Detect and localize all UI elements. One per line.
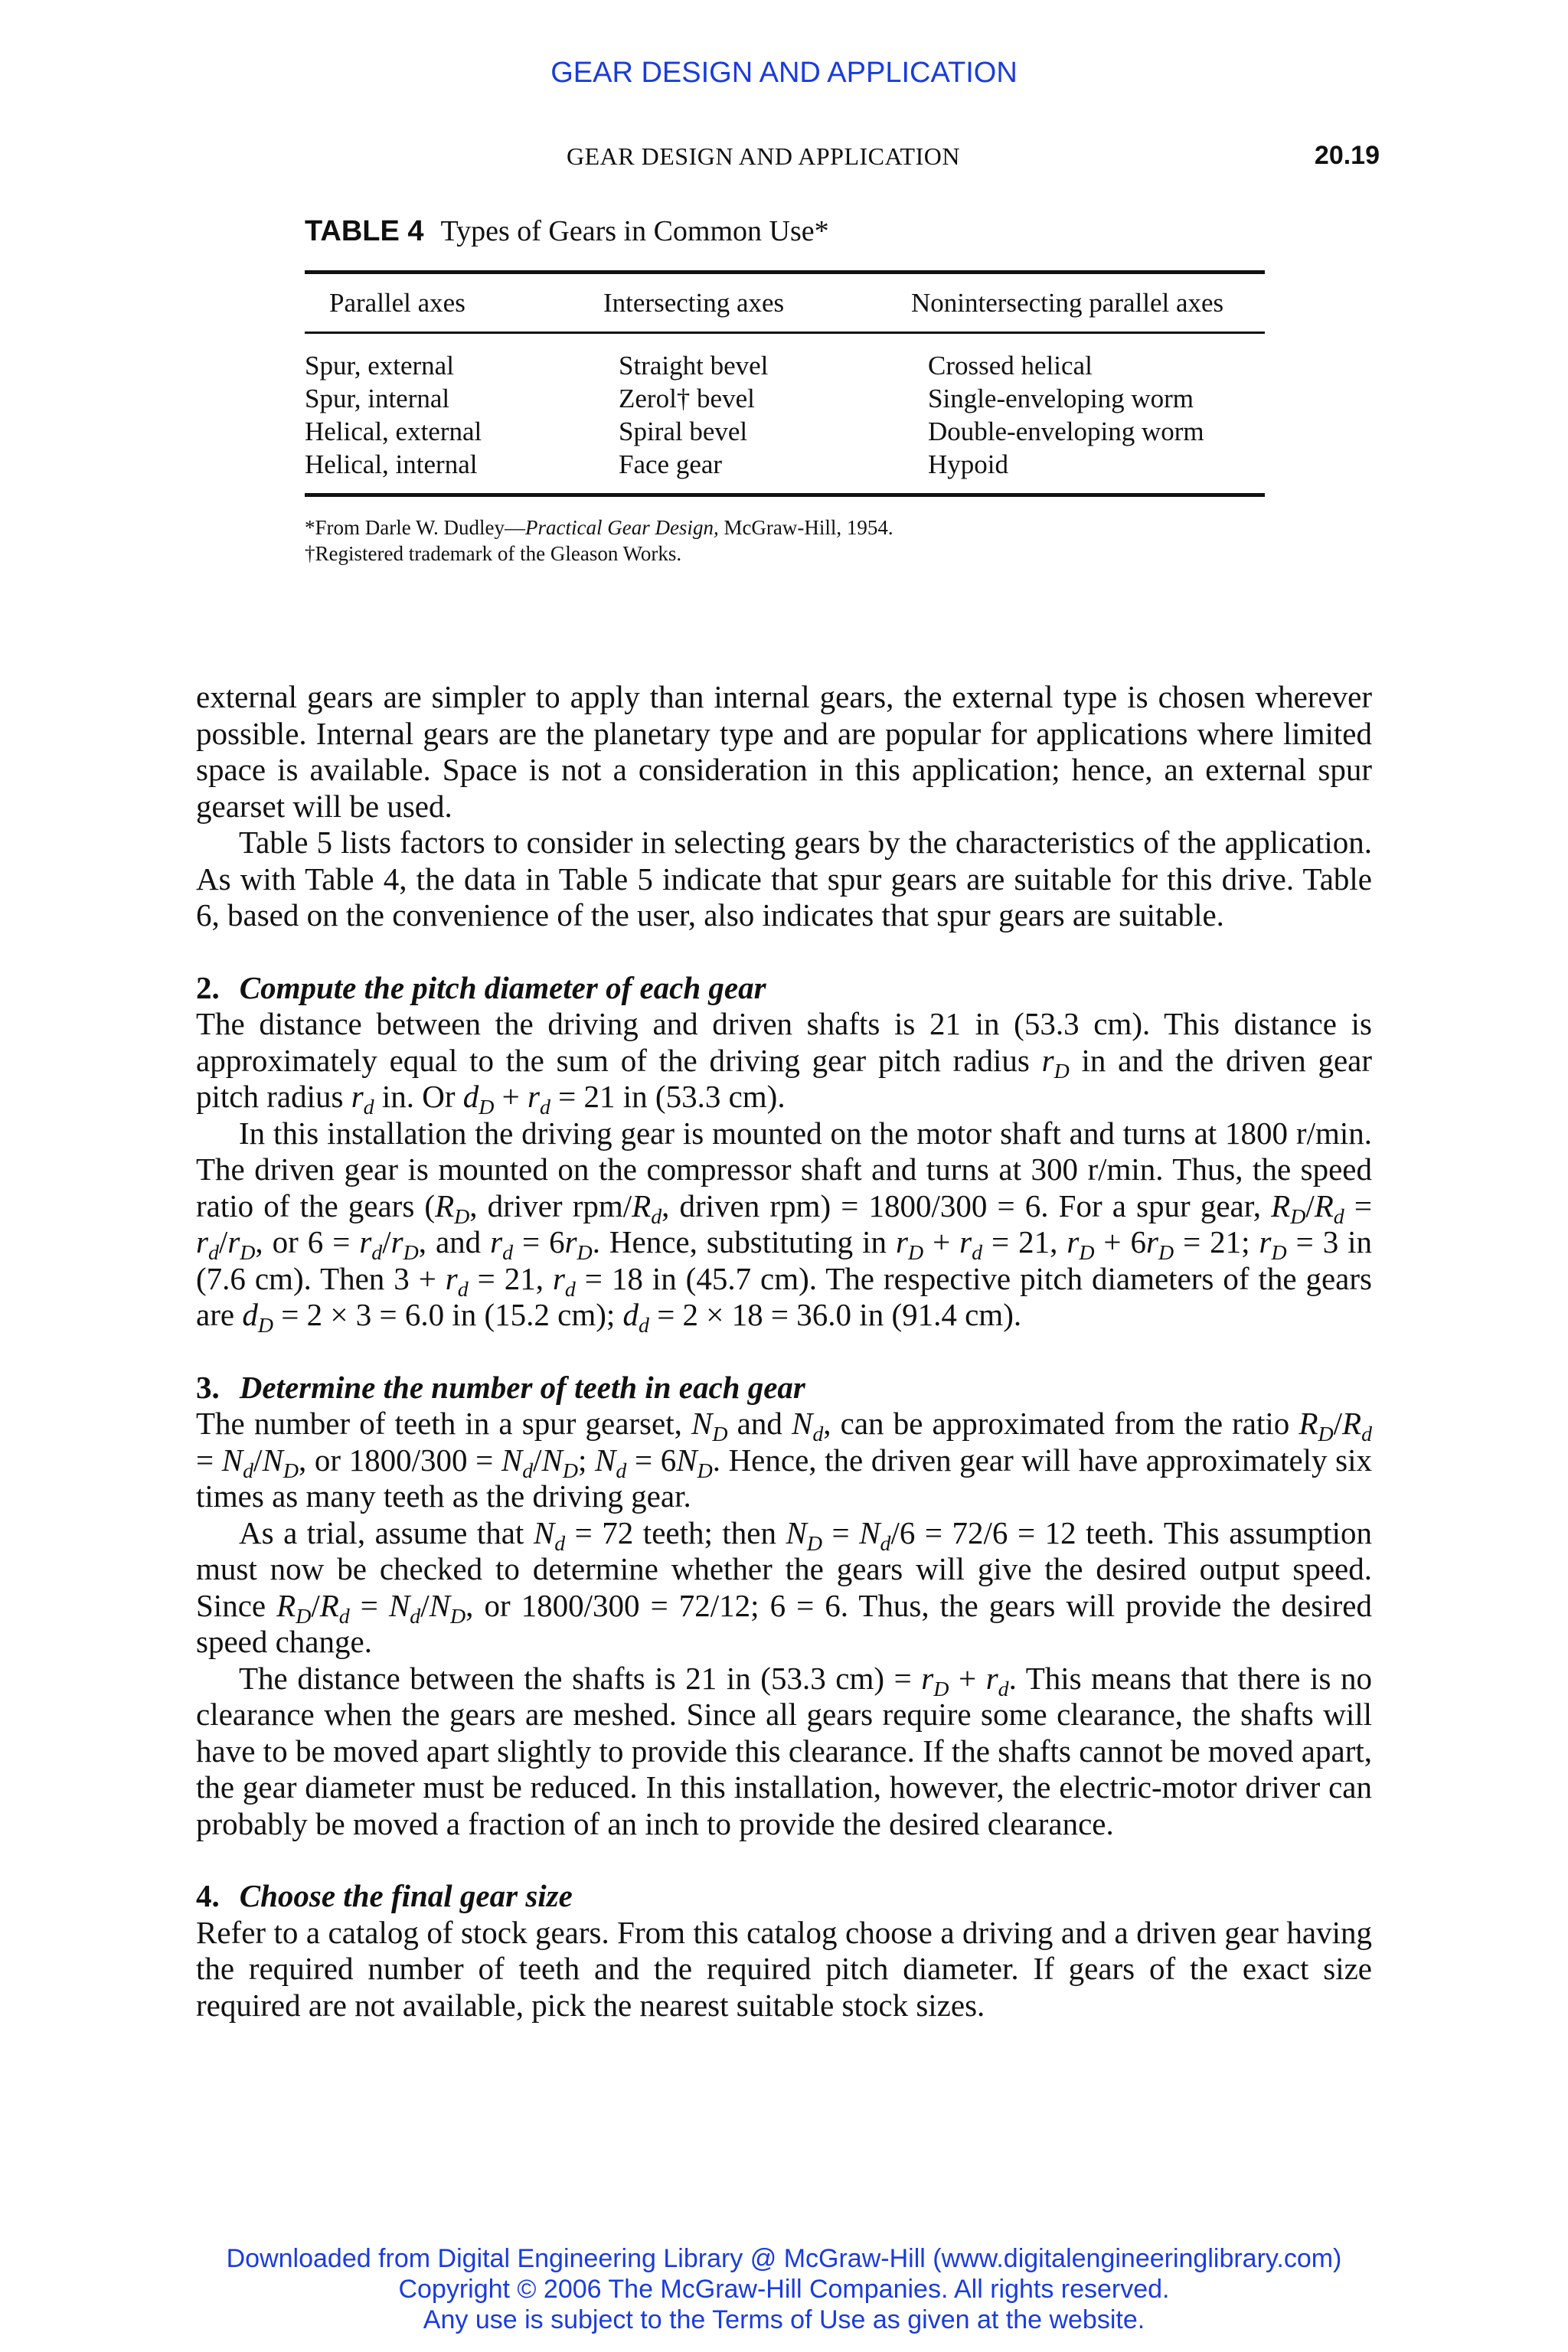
table-bottom-rule — [305, 493, 1265, 497]
table-footnote-source — [305, 516, 893, 540]
section-number: 4. — [196, 1878, 220, 1913]
table-cell: Spiral bevel — [619, 416, 748, 446]
top-banner: GEAR DESIGN AND APPLICATION — [550, 57, 1018, 89]
paragraph: In this installation the driving gear is mounted on the motor shaft and turns at 1800 r/min. The driven gear is mounted on the compressor shaft and turns at 300 r/min. Thus, the speed ratio of the gears ($R_D$, driver rpm/$R_d$, driven rpm) = 1800/300 = 6. For a spur gear, $R_D/R_d = r_d/r_D$, or $6 = r_d/r_D$, and $r_d = 6r_D$. Hence, substituting in $r_D + r_d = 21$, $r_D + 6r_D = 21$; $r_D = 3$ in (7.6 cm). Then $3 + r_d = 21$, $r_d = 18$ in (45.7 cm). The respective pitch diameters of the gears are $d_D = 2 \times 3 = 6.0$ in (15.2 cm); $d_d = 2 \times 18 = 36.0$ in (91.4 cm). — [196, 1115, 1373, 1338]
page-number: 20.19 — [1314, 141, 1380, 170]
table-cell: Face gear — [619, 449, 723, 479]
running-head: GEAR DESIGN AND APPLICATION — [567, 142, 960, 170]
section-number: 2. — [196, 969, 220, 1005]
table-header-parallel: Parallel axes — [329, 288, 466, 318]
footer-line: Copyright © 2006 The McGraw-Hill Companies. All rights reserved. — [398, 2275, 1170, 2304]
table-column-intersecting — [619, 349, 768, 481]
table-header-rule — [305, 332, 1265, 334]
footer-line: Any use is subject to the Terms of Use as given at the website. — [423, 2305, 1145, 2334]
paragraph: The number of teeth in a spur gearset, $N_D$ and $N_d$, can be approximated from the ratio $R_D/R_d = N_d/N_D$, or $1800/300 = N_d/N_D$; $N_d = 6N_D$. Hence, the driven gear will have approximately six times as many teeth as the driving gear. — [196, 1406, 1373, 1514]
table-cell: Crossed helical — [928, 351, 1093, 381]
table-cell: Straight bevel — [619, 351, 769, 381]
section-number: 3. — [196, 1369, 220, 1405]
table-cell: Single-enveloping worm — [928, 384, 1194, 413]
footer-line[interactable]: Downloaded from Digital Engineering Library @ McGraw-Hill (www.digitalengineeringlibrary.com) — [226, 2244, 1342, 2273]
table-cell: Helical, internal — [305, 449, 478, 479]
body-text — [196, 679, 1372, 2024]
section-title: Determine the number of teeth in each gear — [239, 1369, 805, 1405]
table-cell: Spur, external — [305, 351, 454, 381]
table-top-rule — [305, 270, 1265, 274]
table-footnote-trademark: †Registered trademark of the Gleason Works. — [305, 542, 682, 565]
paragraph: As a trial, assume that $N_d = 72$ teeth; then $N_D = N_d/6 = 72/6 = 12$ teeth. This assumption must now be checked to determine whether the gears will give the desired output speed. Since $R_D/R_d = N_d/N_D$, or 1800/300 = 72/12; 6 = 6. Thus, the gears will provide the desired speed change. — [196, 1514, 1373, 1659]
footnote-book-title: Practical Gear Design, — [524, 516, 719, 539]
table-cell: Hypoid — [928, 449, 1008, 479]
paragraph: external gears are simpler to apply than internal gears, the external type is chosen wherever possible. Internal gears are the planetary type and are popular for applications where limited space is available. Space is not a consideration in this application; hence, an external spur gearset will be used. — [196, 679, 1372, 824]
table-caption — [305, 214, 829, 248]
paragraph: Refer to a catalog of stock gears. From this catalog choose a driving and a driven gear having the required number of teeth and the required pitch diameter. If gears of the exact size required are not available, pick the nearest suitable stock sizes. — [196, 1914, 1372, 2023]
table-cell: Zerol† bevel — [619, 384, 755, 413]
paragraph: Table 5 lists factors to consider in selecting gears by the characteristics of the application. As with Table 4, the data in Table 5 indicate that spur gears are suitable for this drive. Table 6, based on the convenience of the user, also indicates that spur gears are suitable. — [196, 825, 1372, 933]
section-heading-2 — [196, 970, 1372, 1007]
section-title: Choose the final gear size — [239, 1878, 573, 1913]
paragraph: The distance between the shafts is 21 in (53.3 $cm) = r_D + r_d$. This means that there is no clearance when the gears are meshed. Since all gears require some clearance, the shafts will have to be moved apart slightly to provide this clearance. If the shafts cannot be moved apart, the gear diameter must be reduced. In this installation, however, the electric-motor driver can probably be moved a fraction of an inch to provide the desired clearance. — [196, 1660, 1372, 1841]
table-cell: Spur, internal — [305, 384, 450, 413]
table-cell: Double-enveloping worm — [928, 416, 1204, 446]
table-title: Types of Gears in Common Use* — [440, 215, 829, 247]
table-column-parallel — [305, 349, 482, 481]
section-heading-4 — [196, 1878, 1372, 1915]
paragraph: The distance between the driving and driven shafts is 21 in (53.3 cm). This distance is approximately equal to the sum of the driving gear pitch radius $r_D$ in and the driven gear pitch radius $r_d$ in. Or $d_D + r_d = 21$ in (53.3 cm). — [196, 1006, 1372, 1120]
table-header-intersecting: Intersecting axes — [603, 288, 785, 318]
section-title: Compute the pitch diameter of each gear — [239, 969, 766, 1005]
footer-download-notice — [0, 2243, 1568, 2335]
table-header-nonintersecting: Nonintersecting parallel axes — [911, 288, 1224, 318]
footnote-text: McGraw-Hill, 1954. — [718, 516, 893, 539]
table-label: TABLE 4 — [305, 215, 424, 247]
table-column-nonintersecting — [928, 349, 1204, 481]
section-heading-3 — [196, 1370, 1372, 1406]
table-cell: Helical, external — [305, 416, 482, 446]
footnote-text: *From Darle W. Dudley— — [305, 516, 525, 539]
